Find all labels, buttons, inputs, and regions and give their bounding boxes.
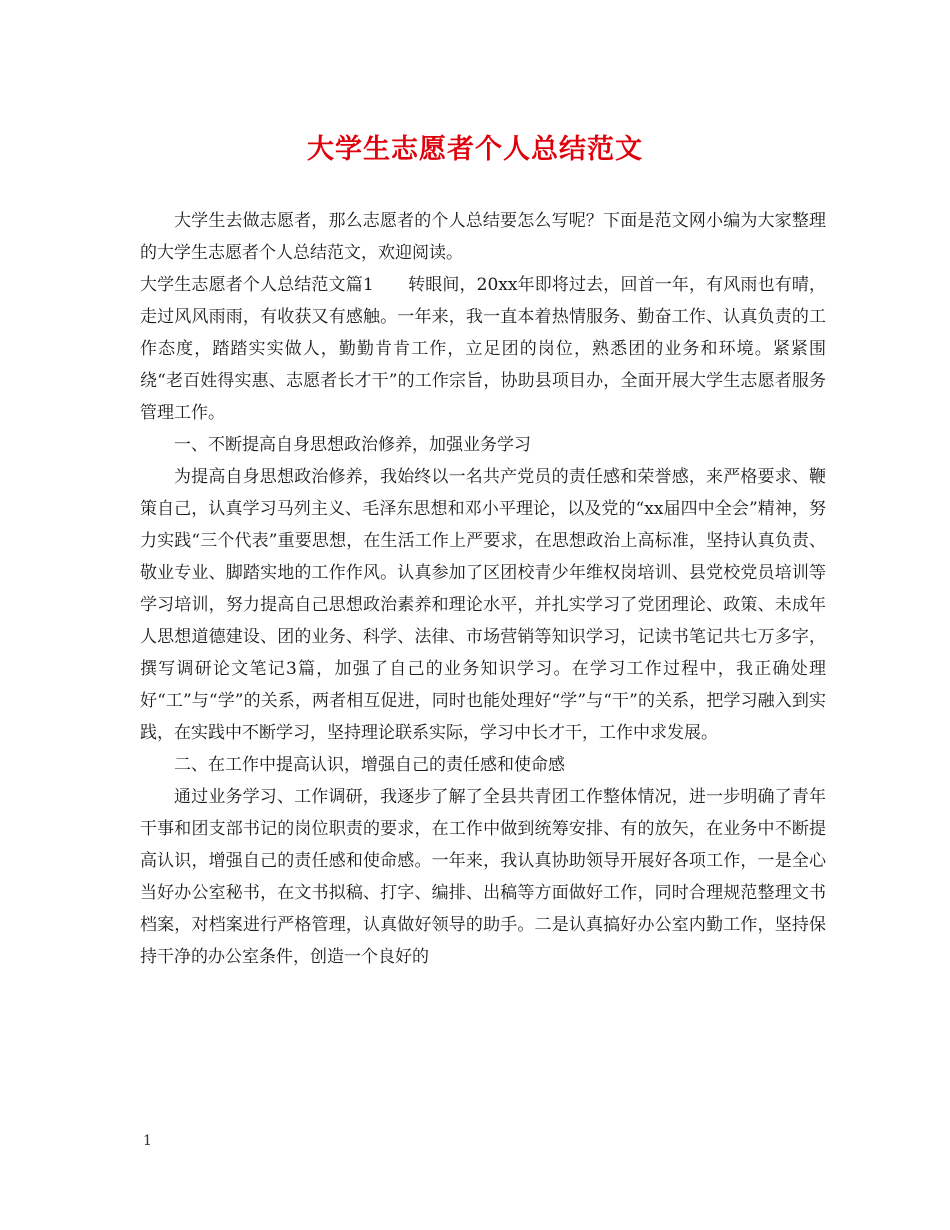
- document-body: [140, 205, 826, 973]
- body-paragraph-2: 通过业务学习、工作调研，我逐步了解了全县共青团工作整体情况，进一步明确了青年干事和团支部书记的岗位职责的要求，在工作中做到统筹安排、有的放矢，在业务中不断提高认识，增强自己的责任感和使命感。一年来，我认真协助领导开展好各项工作，一是全心当好办公室秘书，在文书拟稿、打字、编排、出稿等方面做好工作，同时合理规范整理文书档案，对档案进行严格管理，认真做好领导的助手。二是认真搞好办公室内勤工作，坚持保持干净的办公室条件，创造一个良好的: [140, 787, 826, 967]
- body-paragraph-1: 为提高自身思想政治修养，我始终以一名共产党员的责任感和荣誉感，来严格要求、鞭策自己，认真学习马列主义、毛泽东思想和邓小平理论，以及党的“xx届四中全会”精神，努力实践“三个代表”重要思想，在生活工作上严要求，在思想政治上高标准，坚持认真负责、敬业专业、脚踏实地的工作作风。认真参加了区团校青少年维权岗培训、县党校党员培训等学习培训，努力提高自己思想政治素养和理论水平，并扎实学习了党团理论、政策、未成年人思想道德建设、团的业务、科学、法律、市场营销等知识学习，记读书笔记共七万多字，撰写调研论文笔记3篇，加强了自己的业务知识学习。在学习工作过程中，我正确处理好“工”与“学”的关系，两者相互促进，同时也能处理好“学”与“干”的关系，把学习融入到实践，在实践中不断学习，坚持理论联系实际，学习中长才干，工作中求发展。: [140, 467, 826, 743]
- section-paragraph-1: 大学生志愿者个人总结范文篇1 转眼间，20xx年即将过去，回首一年，有风雨也有晴，走过风风雨雨，有收获又有感触。一年来，我一直本着热情服务、勤奋工作、认真负责的工作态度，踏踏实实做人，勤勤肯肯工作，立足团的岗位，熟悉团的业务和环境。紧紧围绕“老百姓得实惠、志愿者长才干”的工作宗旨，协助县项目办，全面开展大学生志愿者服务管理工作。: [140, 275, 826, 423]
- section-heading-1: 一、不断提高自身思想政治修养，加强业务学习: [174, 435, 531, 455]
- intro-paragraph: 大学生去做志愿者，那么志愿者的个人总结要怎么写呢？下面是范文网小编为大家整理的大学生志愿者个人总结范文，欢迎阅读。: [140, 211, 826, 263]
- section-heading-2: 二、在工作中提高认识，增强自己的责任感和使命感: [174, 755, 565, 775]
- page-number: 1: [143, 1133, 152, 1149]
- document-title: 大学生志愿者个人总结范文: [307, 134, 643, 165]
